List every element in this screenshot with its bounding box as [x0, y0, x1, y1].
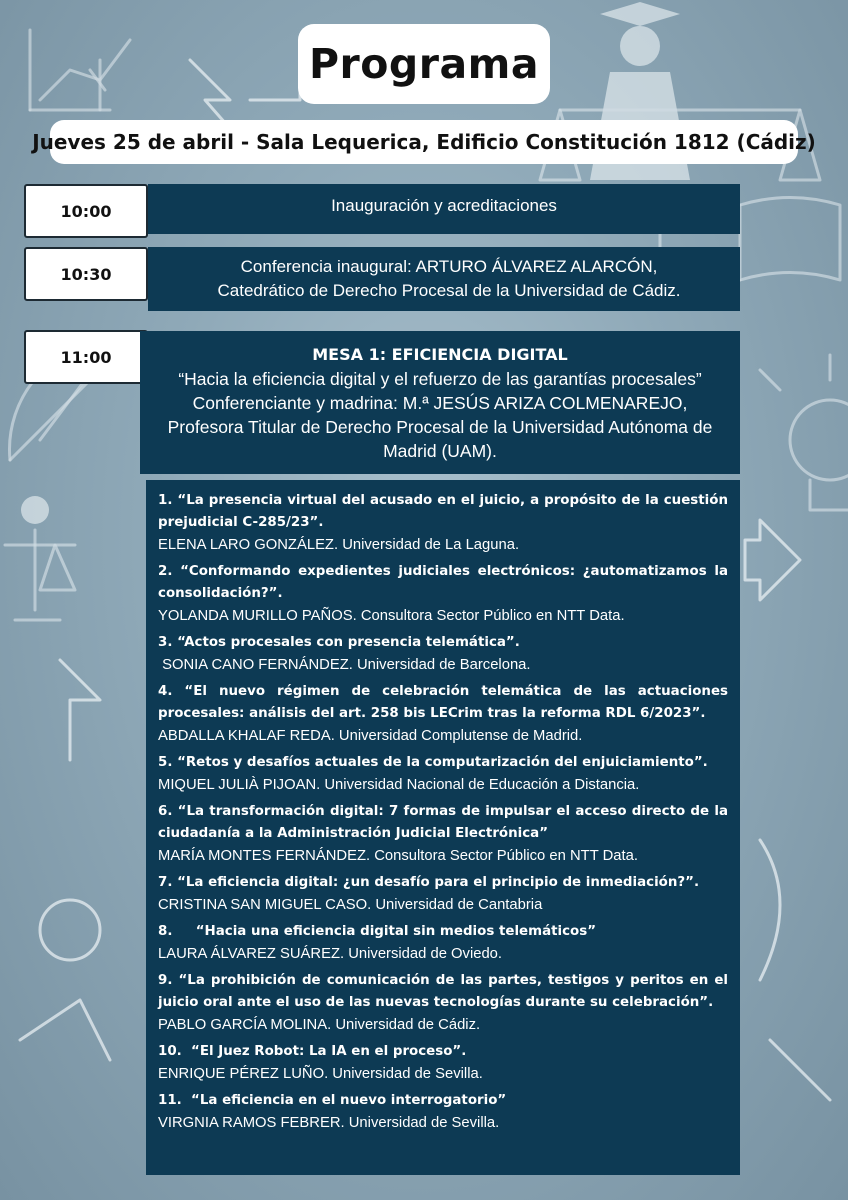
talk-author: PABLO GARCÍA MOLINA. Universidad de Cádiz. — [158, 1017, 481, 1033]
schedule-item-text: Inauguración y acreditaciones — [331, 196, 557, 215]
lightbulb-icon — [760, 355, 848, 510]
list-item — [158, 681, 728, 747]
subtitle-box — [32, 120, 816, 164]
talk-author: ABDALLA KHALAF REDA. Universidad Complutense de Madrid. — [158, 728, 583, 744]
mesa-header — [140, 331, 740, 474]
schedule-item-inauguracion — [148, 184, 740, 234]
mesa-text: Conferenciante y madrina: M.ª JESÚS ARIZA COLMENAREJO, — [192, 392, 688, 413]
list-item — [158, 561, 728, 627]
list-item — [158, 752, 728, 796]
time-label: 10:00 — [24, 184, 148, 238]
list-item — [158, 632, 728, 676]
talk-title: 1. “La presencia virtual del acusado en el juicio, a propósito de la cuestión prejudicial C-285/23”. — [158, 493, 728, 530]
schedule-item-conferencia — [148, 247, 740, 311]
chart-icon — [30, 30, 130, 110]
talk-title: 3. “Actos procesales con presencia telemática”. — [158, 635, 520, 650]
talk-author: LAURA ÁLVAREZ SUÁREZ. Universidad de Oviedo. — [158, 946, 503, 962]
talk-title: 4. “El nuevo régimen de celebración telemática de las actuaciones procesales: análisis del art. 258 bis LECrim tras la reforma RDL 6/2023”. — [158, 684, 728, 721]
talk-author: VIRGNIA RAMOS FEBRER. Universidad de Sevilla. — [158, 1115, 500, 1131]
talk-title: 5. “Retos y desafíos actuales de la computarización del enjuiciamiento”. — [158, 755, 708, 770]
schedule-item-text: Conferencia inaugural: ARTURO ÁLVAREZ ALARCÓN, — [240, 257, 658, 276]
mesa-text: Profesora Titular de Derecho Procesal de la Universidad Autónoma de — [167, 416, 713, 437]
list-item — [158, 490, 728, 556]
talk-title: 7. “La eficiencia digital: ¿un desafío para el principio de inmediación?”. — [158, 875, 700, 890]
list-item — [158, 872, 728, 916]
talk-title: 6. “La transformación digital: 7 formas de impulsar el acceso directo de la ciudadanía a la Administración Judicial Electrónica” — [158, 804, 728, 841]
page-title: Programa — [308, 40, 540, 88]
talk-title: 10. “El Juez Robot: La IA en el proceso”. — [158, 1044, 467, 1059]
time-label: 10:30 — [24, 247, 148, 301]
schedule-item-text: Catedrático de Derecho Procesal de la Universidad de Cádiz. — [217, 281, 681, 300]
talk-author: SONIA CANO FERNÁNDEZ. Universidad de Barcelona. — [158, 657, 531, 673]
list-item — [158, 921, 728, 965]
talks-list — [146, 480, 740, 1175]
talk-title: 2. “Conformando expedientes judiciales electrónicos: ¿automatizamos la consolidación?”. — [158, 564, 728, 601]
list-item — [158, 970, 728, 1036]
event-date-venue: Jueves 25 de abril - Sala Lequerica, Edificio Constitución 1812 (Cádiz) — [32, 130, 816, 154]
talk-author: CRISTINA SAN MIGUEL CASO. Universidad de Cantabria — [158, 897, 543, 913]
list-item — [158, 801, 728, 867]
talk-author: ENRIQUE PÉREZ LUÑO. Universidad de Sevilla. — [158, 1066, 483, 1082]
talk-title: 11. “La eficiencia en el nuevo interrogatorio” — [158, 1093, 507, 1108]
talk-title: 9. “La prohibición de comunicación de las partes, testigos y peritos en el juicio oral ante el uso de las nuevas tecnologías durante su celebración”. — [158, 973, 728, 1010]
talk-author: MIQUEL JULIÀ PIJOAN. Universidad Nacional de Educación a Distancia. — [158, 777, 640, 793]
talk-author: ELENA LARO GONZÁLEZ. Universidad de La Laguna. — [158, 537, 520, 553]
mesa-text: Madrid (UAM). — [383, 440, 497, 461]
mesa-text: “Hacia la eficiencia digital y el refuerzo de las garantías procesales” — [178, 368, 702, 389]
title-box — [298, 24, 550, 104]
scale-icon — [5, 496, 75, 620]
list-item — [158, 1090, 728, 1134]
talk-author: MARÍA MONTES FERNÁNDEZ. Consultora Sector Público en NTT Data. — [158, 848, 638, 864]
mesa-title: MESA 1: EFICIENCIA DIGITAL — [312, 344, 568, 364]
talk-author: YOLANDA MURILLO PAÑOS. Consultora Sector Público en NTT Data. — [158, 608, 625, 624]
list-item — [158, 1041, 728, 1085]
time-label: 11:00 — [24, 330, 148, 384]
talk-title: 8. “Hacia una eficiencia digital sin medios telemáticos” — [158, 924, 597, 939]
